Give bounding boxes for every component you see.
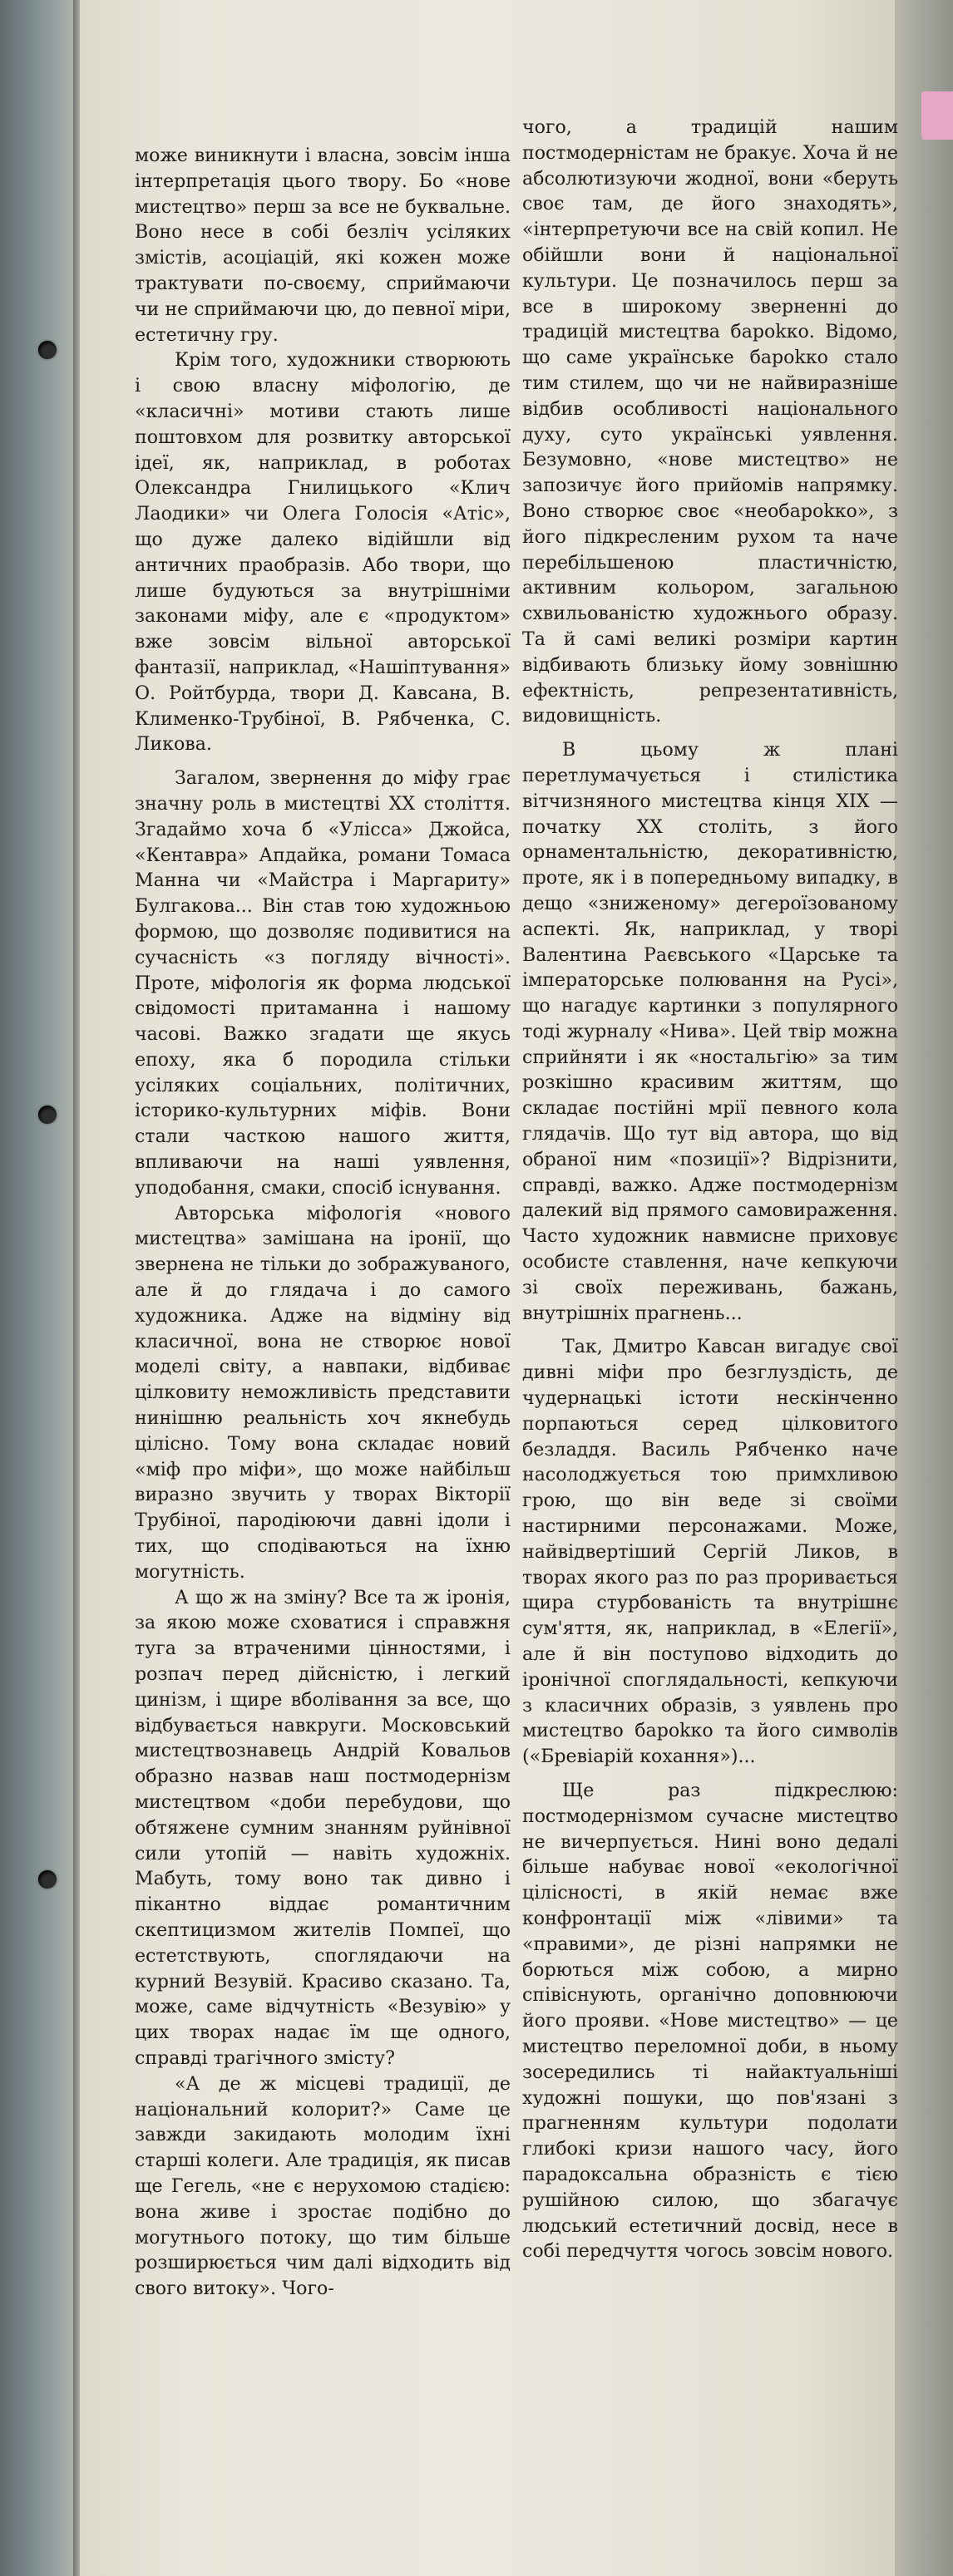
paragraph: Так, Дмитро Кавсан вигадує свої дивні міфи про безглуздість, де чудернацькі істоти нескінченно порпаються серед цілковитого безладдя. Василь Рябченко наче насолоджується тою примхливою грою, що він веде зі своїми настирними персонажами. Може, найвідвертіший Сергій Ликов, в творах якого раз по раз проривається щира стурбованість та внутрішнє сум'яття, як, наприклад, в «Елегії», але й він поступово відходить до іронічної споглядальності, кепкуючи з класичних образів, з уявлень про мистецтво бароkко та його символів («Бревіарій кохання»)...: [522, 1336, 898, 1768]
paragraph: Крім того, художники створюють і свою власну міфологію, де «класичні» мотиви стають лише поштовхом для розвитку авторської ідеї, як, наприклад, в роботах Олександра Гнилицького «Клич Лаодики» чи Олега Голосія «Атіс», що дуже далеко відійшли від античних праобразів. Або твори, що лише будуються за внутрішніми законами міфу, але є «продуктом» вже зовсім вільної авторської фантазії, наприклад, «Нашіптування» О. Ройтбурда, твори Д. Кавсана, В. Клименко-Трубіної, В. Рябченка, С. Ликова.: [135, 349, 511, 756]
pink-bookmark-tab: [921, 91, 953, 140]
paragraph: Авторська міфологія «нового мистецтва» замішана на іронії, що звернена не тільки до зображуваного, але й до глядача і до самого художника. Адже на відміну від класичної, вона не створює нової моделі світу, а навпаки, відбиває цілковиту неможливість представити нинішню реальність хоч якнебудь цілісно. Тому вона складає новий «міф про міфи», що може найбільш виразно звучить у творах Вікторії Трубіної, пародіюючи давні ідоли і тих, що сподіваються на їхню могутність.: [135, 1202, 511, 1583]
page-gutter: [895, 0, 953, 2576]
binder-ring-hole: [38, 341, 57, 359]
paragraph: може виникнути і власна, зовсім інша інтерпретація цього твору. Бо «нове мистецтво» перш за все не буквальне. Воно несе в собі безліч усіляких змістів, асоціацій, які кожен може трактувати по-своєму, сприймаючи чи не сприймаючи цю, до певної міри, естетичну гру.: [135, 145, 511, 346]
binder-background: [0, 0, 77, 2576]
paragraph: А що ж на зміну? Все та ж іронія, за якою може сховатися і справжня туга за втраченими цінностями, і розпач перед дійсністю, і легкий цинізм, і щире вболівання за все, що відбувається навкруги. Московський мистецтвознавець Андрій Ковальов образно назвав наш постмодернізм мистецтвом «доби перебудови, що обтяжене сумним знанням руйнівної сили утопій — навіть художніх. Мабуть, тому воно так дивно і пікантно віддає романтичним скептицизмом жителів Помпеї, що естетствують, споглядаючи на курний Везувій. Красиво сказано. Та, може, саме відчутність «Везувію» у цих творах надає їм ще одного, справді трагічного змісту?: [135, 1586, 511, 2069]
paragraph: «А де ж місцеві традиції, де національний колорит?» Саме це завжди закидають молодим їхні старші колеги. Але традиція, як писав ще Гегель, «не є нерухомою стадією: вона живе і зростає подібно до могутнього потоку, що тим більше розширюється чим далі відходить від свого витоку». Чого-: [135, 2072, 511, 2300]
binder-ring-hole: [38, 1870, 57, 1889]
paragraph: Загалом, звернення до міфу грає значну роль в мистецтві XX століття. Згадаймо хоча б «Уліcса» Джойса, «Кентавра» Апдайка, романи Томаса Манна чи «Майстра і Маргариту» Булгакова... Він став тою художньою формою, що дозволяє подивитися на сучасність «з погляду вічності». Проте, міфологія як форма людської свідомості притаманна і нашому часові. Важко згадати ще якусь епоху, яка б породила стільки усіляких соціальних, політичних, історико-культурних міфів. Вони стали часткою нашого життя, впливаючи на наші уявлення, уподобання, смаки, спосіб існування.: [135, 767, 511, 1199]
left-text-column: [135, 143, 511, 2302]
paragraph: чого, а традицій нашим постмодерністам не бракує. Хоча й не абсолютизуючи жодної, вони «беруть своє там, де його знаходять», «інтерпретуючи все на свій копил. Не обійшли вони й національної культури. Це позначилось перш за все в широкому зверненні до традицій мистецтва бароkко. Відомо, що саме українське бароkко стало тим стилем, що чи не найвиразніше відбив особливості національного духу, суто українські уявлення. Безумовно, «нове мистецтво» не запозичує його прийомів напрямку. Воно створює своє «необароkко», з його підкреслeним рухом та наче перебільшеною пластичністю, активним кольором, загальною схвильованістю художнього образу. Та й самі великі розміри картин відбивають близьку йому зовнішню ефектність, репрезентативність, видовищність.: [522, 116, 898, 727]
paragraph: В цьому ж плані перетлумачується і стилістика вітчизняного мистецтва кінця XIX — початку XX століть, з його орнаментальністю, декоративністю, проте, як і в попередньому випадку, в дещо «зниженому» дегероїзованому аспекті. Як, наприклад, у творі Валентина Раєвського «Царське та імператорське полювання на Русі», що нагадує картинки з популярного тоді журналу «Нива». Цей твір можна сприйняти і як «ностальгію» за тим розкішно красивим життям, що складає постійні мрії певного кола глядачів. Що тут від автора, що від обраної ним «позиції»? Відрізнити, справді, важко. Адже постмодернізм далекий від прямого самовираження. Часто художник навмисне приховує особисте ставлення, наче кепкуючи зі своїх переживань, бажань, внутрішніх прагнень...: [522, 739, 898, 1324]
binder-ring-hole: [38, 1106, 57, 1124]
right-text-column: [522, 115, 898, 2264]
paragraph: Ще раз підкреслюю: постмодернізмом сучасне мистецтво не вичерпується. Нині воно дедалі більше набуває нової «екологічної цілісності, в якій немає вже конфронтації між «лівими» та «правими», де різні напрямки не борються між собою, а мирно співіснують, органічно доповнюючи його прояви. «Нове мистецтво» — це мистецтво переломної доби, в ньому зосередились ті найактуальніші художні пошуки, що пов'язані з прагненням культури подолати глибокі кризи нашого часу, його парадоксальна образність є тією рушійною силою, що збагачує людський естетичний досвід, несе в собі передчуття чогось зовсім нового.: [522, 1780, 898, 2263]
